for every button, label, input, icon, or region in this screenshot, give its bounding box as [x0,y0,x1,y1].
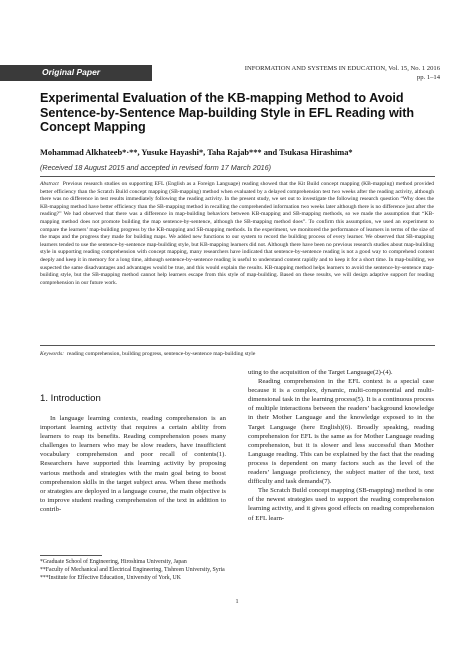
abstract-label: Abstract [40,181,59,187]
keywords-text: reading comprehension, building progress, sentence-by-sentence map-building style [67,351,256,357]
journal-citation: INFORMATION AND SYSTEMS IN EDUCATION, Vol. 15, No. 1 2016 [244,65,440,72]
abstract-top-divider [40,176,435,177]
author-list: Mohammad Alkhateeb*·**, Yusuke Hayashi*, Taha Rajab*** and Tsukasa Hirashima* [40,148,353,157]
page-number: 1 [235,598,239,605]
keywords-label: Keywords: [40,351,65,357]
right-column [248,368,434,523]
article-type-label: Original Paper [42,67,101,77]
section-heading: 1. Introduction [40,393,101,404]
keywords [40,351,434,357]
footnote-item: *Graduate School of Engineering, Hiroshima University, Japan [40,559,187,565]
journal-info [200,64,440,82]
left-column [40,414,226,514]
intro-paragraph-1: In language learning contexts, reading comprehension is an important learning activity that requires a certain ability from learners to reap its benefits. Reading comprehension poses many challenges to learners who may be slow readers, have insufficient vocabulary comprehension and poor recall of contents(1). Researchers have supported this learning activity by proposing various methods and strategies with the main goal being to boost comprehension skills in the target subject area. When these methods or strategies are deployed in a language course, the main objective is to improve student reading comprehension of the text in addition to contrib- [40,415,226,513]
footnote-item: **Faculty of Mechanical and Electrical Engineering, Tishreen University, Syria [40,566,225,573]
affiliation-footnotes [40,559,228,582]
footnote-divider [40,555,102,556]
intro-paragraph-3: The Scratch Build concept mapping (SB-mapping) method is one of the newest strategies used to support the reading comprehension learning activity, and it gives good effects on reading comprehension of EFL learn- [248,487,434,522]
abstract-bottom-divider [40,345,435,346]
journal-pages: pp. 1–14 [416,74,440,81]
abstract [40,181,434,287]
intro-paragraph-2: Reading comprehension in the EFL context is a special case because it is a complex, dynamic, multi-componential and multi-dimensional task in the learning process(5). It is a continuous process of multiple interactions between the readers’ background knowledge in their Mother Language and the knowledge exposed to in the Target Language (here English)(6). Broadly speaking, reading comprehension for EFL is the same as for Mother Language reading comprehension, but it is slower and less successful than Mother Language reading. This can be explained by the fact that the reading process is dependent on many factors such as the level of the readers’ language proficiency, the subject matter of the text, text difficulty and task demands(7). [248,378,434,486]
article-type-badge [0,65,152,81]
paper-title: Experimental Evaluation of the KB-mapping Method to Avoid Sentence-by-Sentence Map-building Style in EFL Reading with Concept Mapping [40,91,415,134]
received-dates: (Received 18 August 2015 and accepted in revised form 17 March 2016) [40,163,272,172]
intro-paragraph-1-continued: uting to the acquisition of the Target Language(2)-(4). [248,369,393,376]
abstract-text: Previous research studies on supporting EFL (English as a Foreign Language) reading showed that the Kit Build concept mapping (KB-mapping) method provided better efficiency than the Scratch Build concept mapping (SB-mapping) method when evaluated by a delayed comprehension test two weeks after the reading activity, although there was no difference in test results immediately following the reading activity. In the present study, we set out to investigate the following research question “Why does the KB-mapping method have better efficiency than the SB-mapping method in recalling the comprehended information two weeks later although there is no difference just after the reading?” We had observed that there was a difference in map-building behaviors between KB-mapping and SB-mapping methods, so we made the assumption that “KB-mapping method does not promote building the map sentence-by-sentence, although the SB-mapping method does”. To confirm this assumption, we used an experiment to compare the learners’ map-building progress by the KB-mapping and SB-mapping methods. In the experiment, we monitored the performance of learners in terms of the size of the maps and the progress they made for building maps. We added new functions to our system to record the building process of every learner. We observed that SB-mapping learners tended to use the sentence-by-sentence map-building style, but KB-mapping learners did not. Although there have been no previous research studies about map-building style in supporting reading comprehension with concept mapping, many researchers have indicated that sentence-by-sentence reading is not a good way to comprehend content deeply and keep it in memory for a long time, although sentence-by-sentence reading is useful to understand content rapidly and to keep it for a short time. In map-building, we suspected the same disadvantages and advantages would be true, and this would explain the results. KB-mapping method helps learners to avoid the sentence-by-sentence map-building style, but the SB-mapping method cannot help learners escape from this style of map-building. Based on these results, we will design adaptive support for reading comprehension in our future work. [40,181,434,286]
footnote-item: ***Institute for Effective Education, University of York, UK [40,574,181,581]
